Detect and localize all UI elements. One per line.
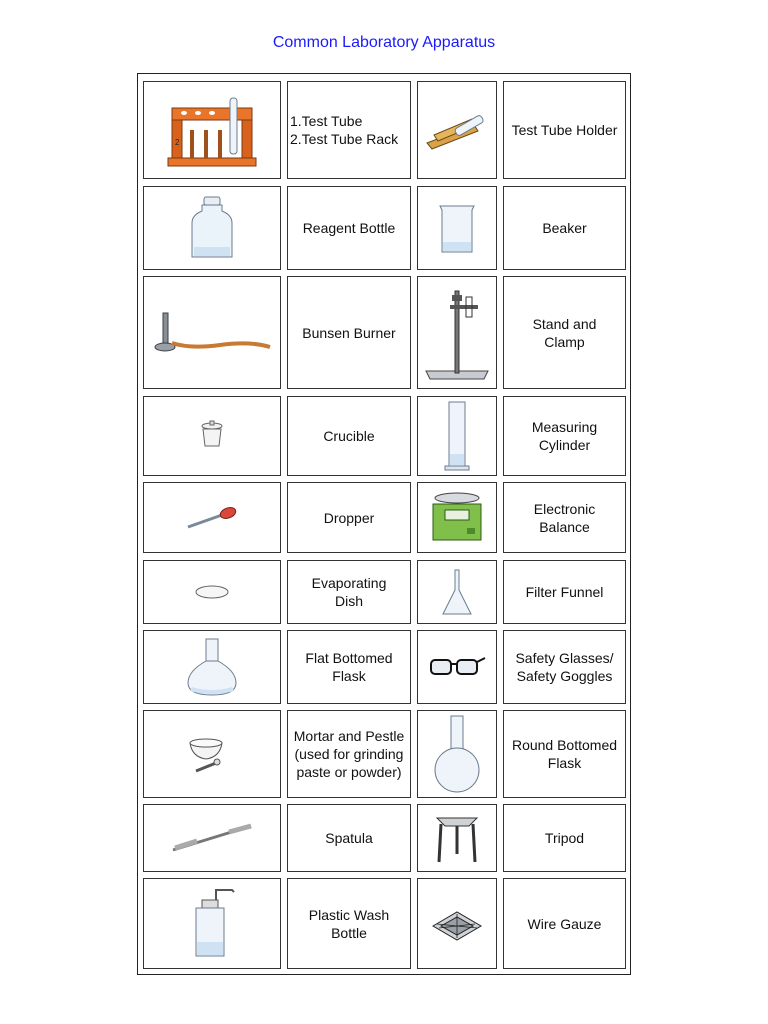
label-cell	[287, 276, 411, 389]
plastic-wash-bottle-cell	[143, 878, 281, 969]
crucible-cell	[143, 396, 281, 476]
label-cell	[287, 560, 411, 624]
electronic-balance-cell	[417, 482, 497, 553]
stand-and-clamp-icon	[422, 283, 492, 383]
label-cell	[503, 878, 626, 969]
label-cell	[503, 396, 626, 476]
beaker-cell	[417, 186, 497, 270]
label-cell	[287, 482, 411, 553]
label-cell	[287, 804, 411, 872]
round-bottomed-flask-icon	[427, 712, 487, 796]
label-cell	[503, 81, 626, 179]
apparatus-label: Safety Glasses/ Safety Goggles	[515, 650, 614, 684]
bunsen-burner-cell	[143, 276, 281, 389]
bunsen-burner-icon	[150, 303, 274, 363]
apparatus-label: 1.Test Tube 2.Test Tube Rack	[290, 113, 399, 147]
electronic-balance-icon	[427, 488, 487, 548]
page-title: Common Laboratory Apparatus	[272, 34, 496, 51]
tripod-icon	[427, 808, 487, 868]
filter-funnel-cell	[417, 560, 497, 624]
label-cell	[287, 710, 411, 798]
wire-gauze-icon	[427, 904, 487, 944]
beaker-icon	[432, 198, 482, 258]
safety-glasses-cell	[417, 630, 497, 704]
label-cell	[287, 396, 411, 476]
label-cell	[503, 186, 626, 270]
test-tube-rack-cell	[143, 81, 281, 179]
crucible-icon	[192, 416, 232, 456]
label-cell	[287, 186, 411, 270]
measuring-cylinder-cell	[417, 396, 497, 476]
apparatus-label: Filter Funnel	[525, 584, 604, 600]
apparatus-label: Tripod	[544, 830, 585, 846]
apparatus-label: Test Tube Holder	[511, 122, 618, 138]
apparatus-label: Bunsen Burner	[302, 324, 396, 341]
stand-and-clamp-cell	[417, 276, 497, 389]
label-cell	[503, 276, 626, 389]
plastic-wash-bottle-icon	[182, 882, 242, 966]
label-cell	[503, 630, 626, 704]
label-cell	[287, 81, 411, 179]
apparatus-label: Evaporating Dish	[311, 575, 387, 609]
apparatus-label: Mortar and Pestle (used for grinding paste or powder)	[293, 728, 405, 780]
test-tube-holder-icon	[422, 105, 492, 155]
test-tube-holder-cell	[417, 81, 497, 179]
apparatus-label: Wire Gauze	[527, 915, 602, 932]
dropper-cell	[143, 482, 281, 553]
svg-text:2: 2	[175, 138, 180, 147]
label-cell	[503, 804, 626, 872]
label-cell	[503, 482, 626, 553]
apparatus-label: Spatula	[325, 830, 373, 846]
spatula-icon	[167, 818, 257, 858]
apparatus-label: Measuring Cylinder	[531, 419, 598, 453]
evaporating-dish-cell	[143, 560, 281, 624]
label-cell	[287, 878, 411, 969]
label-cell	[287, 630, 411, 704]
mortar-and-pestle-cell	[143, 710, 281, 798]
apparatus-label: Crucible	[323, 428, 375, 444]
label-cell	[503, 710, 626, 798]
tripod-cell	[417, 804, 497, 872]
apparatus-label: Stand and Clamp	[532, 315, 597, 350]
flat-bottomed-flask-icon	[182, 635, 242, 699]
flat-bottomed-flask-cell	[143, 630, 281, 704]
apparatus-label: Reagent Bottle	[302, 220, 396, 236]
label-cell	[503, 560, 626, 624]
round-bottomed-flask-cell	[417, 710, 497, 798]
apparatus-label: Round Bottomed Flask	[511, 737, 618, 771]
apparatus-label: Electronic Balance	[533, 500, 596, 535]
measuring-cylinder-icon	[437, 398, 477, 474]
apparatus-label: Dropper	[323, 509, 375, 526]
reagent-bottle-cell	[143, 186, 281, 270]
filter-funnel-icon	[437, 564, 477, 620]
evaporating-dish-icon	[192, 582, 232, 602]
apparatus-label: Beaker	[542, 220, 587, 236]
test-tube-rack-icon	[162, 90, 262, 170]
wire-gauze-cell	[417, 878, 497, 969]
mortar-and-pestle-icon	[182, 729, 242, 779]
apparatus-label: Plastic Wash Bottle	[308, 906, 390, 941]
safety-glasses-icon	[425, 652, 489, 682]
reagent-bottle-icon	[182, 193, 242, 263]
spatula-cell	[143, 804, 281, 872]
dropper-icon	[182, 503, 242, 533]
apparatus-label: Flat Bottomed Flask	[305, 650, 393, 684]
